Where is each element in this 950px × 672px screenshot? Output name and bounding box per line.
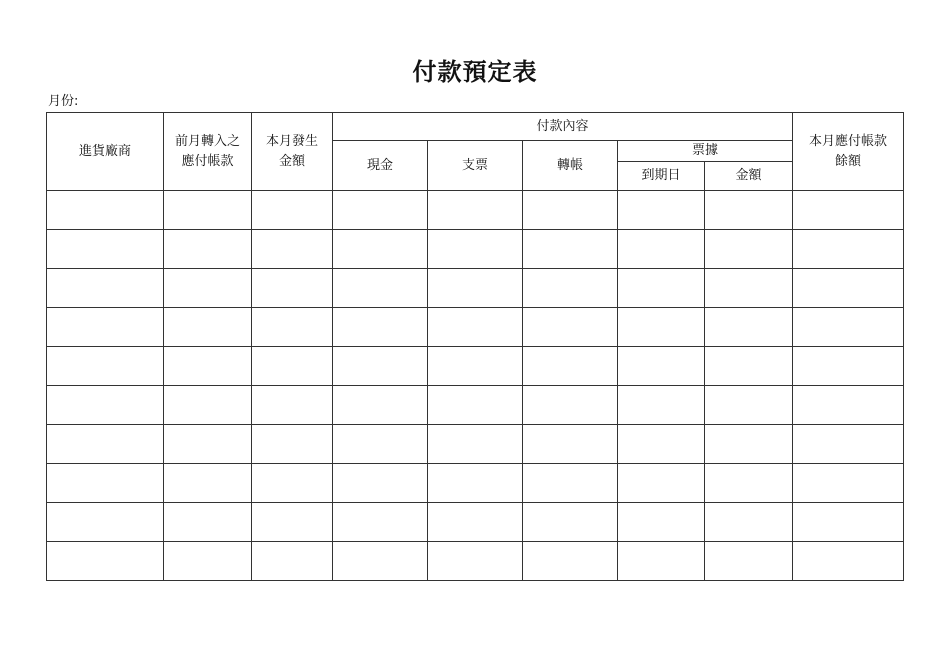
cell-transfer[interactable] — [523, 347, 618, 386]
cell-cash[interactable] — [333, 503, 428, 542]
cell-prev-payable[interactable] — [164, 269, 252, 308]
table-row — [47, 542, 904, 581]
header-prev-payable-line1: 前月轉入之 — [174, 133, 240, 149]
cell-transfer[interactable] — [523, 308, 618, 347]
cell-due-date[interactable] — [618, 386, 705, 425]
header-balance-line2: 餘額 — [835, 153, 862, 169]
header-bill: 票據 — [618, 141, 793, 162]
cell-check[interactable] — [428, 191, 523, 230]
cell-balance[interactable] — [793, 503, 904, 542]
cell-check[interactable] — [428, 269, 523, 308]
cell-cash[interactable] — [333, 425, 428, 464]
cell-balance[interactable] — [793, 230, 904, 269]
cell-prev-payable[interactable] — [164, 347, 252, 386]
cell-transfer[interactable] — [523, 230, 618, 269]
cell-check[interactable] — [428, 347, 523, 386]
cell-balance[interactable] — [793, 269, 904, 308]
cell-cash[interactable] — [333, 308, 428, 347]
table-row — [47, 191, 904, 230]
table-row — [47, 425, 904, 464]
cell-cash[interactable] — [333, 464, 428, 503]
cell-balance[interactable] — [793, 308, 904, 347]
cell-transfer[interactable] — [523, 269, 618, 308]
header-check: 支票 — [428, 141, 523, 191]
cell-supplier[interactable] — [47, 425, 164, 464]
cell-due-date[interactable] — [618, 503, 705, 542]
cell-supplier[interactable] — [47, 503, 164, 542]
cell-bill-amount[interactable] — [705, 542, 793, 581]
cell-check[interactable] — [428, 308, 523, 347]
cell-transfer[interactable] — [523, 191, 618, 230]
cell-prev-payable[interactable] — [164, 464, 252, 503]
cell-bill-amount[interactable] — [705, 230, 793, 269]
cell-prev-payable[interactable] — [164, 308, 252, 347]
cell-check[interactable] — [428, 425, 523, 464]
cell-current-amount[interactable] — [252, 347, 333, 386]
cell-check[interactable] — [428, 503, 523, 542]
cell-cash[interactable] — [333, 191, 428, 230]
cell-cash[interactable] — [333, 230, 428, 269]
header-payment-content: 付款內容 — [333, 113, 793, 141]
cell-check[interactable] — [428, 542, 523, 581]
header-cash: 現金 — [333, 141, 428, 191]
table-row — [47, 347, 904, 386]
cell-bill-amount[interactable] — [705, 269, 793, 308]
cell-current-amount[interactable] — [252, 542, 333, 581]
cell-current-amount[interactable] — [252, 308, 333, 347]
cell-current-amount[interactable] — [252, 503, 333, 542]
cell-check[interactable] — [428, 386, 523, 425]
cell-cash[interactable] — [333, 542, 428, 581]
cell-bill-amount[interactable] — [705, 347, 793, 386]
cell-current-amount[interactable] — [252, 269, 333, 308]
cell-supplier[interactable] — [47, 191, 164, 230]
table-row — [47, 464, 904, 503]
cell-prev-payable[interactable] — [164, 230, 252, 269]
table-row — [47, 269, 904, 308]
cell-supplier[interactable] — [47, 464, 164, 503]
cell-supplier[interactable] — [47, 542, 164, 581]
header-amount: 金額 — [705, 162, 793, 191]
cell-cash[interactable] — [333, 386, 428, 425]
cell-prev-payable[interactable] — [164, 386, 252, 425]
cell-bill-amount[interactable] — [705, 386, 793, 425]
cell-balance[interactable] — [793, 425, 904, 464]
cell-current-amount[interactable] — [252, 425, 333, 464]
header-current-amount — [252, 113, 333, 191]
cell-transfer[interactable] — [523, 503, 618, 542]
cell-transfer[interactable] — [523, 386, 618, 425]
cell-current-amount[interactable] — [252, 230, 333, 269]
cell-prev-payable[interactable] — [164, 503, 252, 542]
cell-cash[interactable] — [333, 347, 428, 386]
cell-balance[interactable] — [793, 386, 904, 425]
cell-transfer[interactable] — [523, 425, 618, 464]
cell-check[interactable] — [428, 230, 523, 269]
cell-bill-amount[interactable] — [705, 503, 793, 542]
cell-supplier[interactable] — [47, 269, 164, 308]
cell-bill-amount[interactable] — [705, 308, 793, 347]
form-title: 付款預定表 — [412, 58, 538, 86]
cell-bill-amount[interactable] — [705, 464, 793, 503]
cell-due-date[interactable] — [618, 464, 705, 503]
cell-due-date[interactable] — [618, 308, 705, 347]
header-supplier: 進貨廠商 — [47, 113, 164, 191]
cell-current-amount[interactable] — [252, 191, 333, 230]
header-balance-line1: 本月應付帳款 — [809, 133, 888, 149]
cell-supplier[interactable] — [47, 386, 164, 425]
cell-balance[interactable] — [793, 542, 904, 581]
cell-due-date[interactable] — [618, 191, 705, 230]
cell-supplier[interactable] — [47, 230, 164, 269]
cell-due-date[interactable] — [618, 425, 705, 464]
table-row — [47, 386, 904, 425]
cell-prev-payable[interactable] — [164, 191, 252, 230]
header-transfer: 轉帳 — [523, 141, 618, 191]
cell-prev-payable[interactable] — [164, 542, 252, 581]
cell-current-amount[interactable] — [252, 386, 333, 425]
cell-supplier[interactable] — [47, 347, 164, 386]
cell-due-date[interactable] — [618, 347, 705, 386]
cell-balance[interactable] — [793, 191, 904, 230]
payment-schedule-table — [46, 112, 904, 581]
header-current-amount-line1: 本月發生 — [265, 133, 318, 149]
table-body — [47, 191, 904, 581]
header-prev-payable — [164, 113, 252, 191]
cell-current-amount[interactable] — [252, 464, 333, 503]
header-due-date: 到期日 — [618, 162, 705, 191]
table-row — [47, 308, 904, 347]
cell-due-date[interactable] — [618, 542, 705, 581]
cell-due-date[interactable] — [618, 269, 705, 308]
table-header — [47, 113, 904, 191]
month-label: 月份: — [48, 94, 79, 109]
table-row — [47, 230, 904, 269]
cell-due-date[interactable] — [618, 230, 705, 269]
header-balance — [793, 113, 904, 191]
cell-supplier[interactable] — [47, 308, 164, 347]
cell-transfer[interactable] — [523, 464, 618, 503]
table-row — [47, 503, 904, 542]
cell-balance[interactable] — [793, 347, 904, 386]
cell-balance[interactable] — [793, 464, 904, 503]
cell-check[interactable] — [428, 464, 523, 503]
cell-prev-payable[interactable] — [164, 425, 252, 464]
header-prev-payable-line2: 應付帳款 — [181, 153, 234, 169]
header-current-amount-line2: 金額 — [278, 153, 305, 169]
cell-transfer[interactable] — [523, 542, 618, 581]
cell-bill-amount[interactable] — [705, 425, 793, 464]
cell-bill-amount[interactable] — [705, 191, 793, 230]
cell-cash[interactable] — [333, 269, 428, 308]
